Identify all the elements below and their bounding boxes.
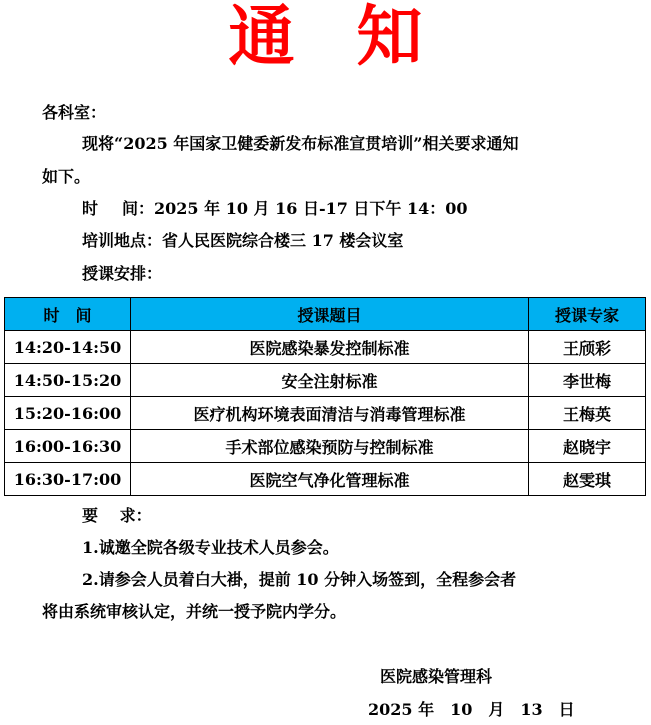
row-expert: 赵晓宇	[529, 430, 646, 463]
time-label: 时	[82, 199, 99, 218]
row-topic: 手术部位感染预防与控制标准	[131, 430, 529, 463]
row-expert: 王颀彩	[529, 331, 646, 364]
table-row	[5, 364, 646, 397]
schedule-label: 授课安排：	[82, 264, 163, 283]
place-line	[82, 230, 403, 252]
salutation: 各科室：	[42, 103, 107, 122]
row-topic: 医院感染暴发控制标准	[131, 331, 529, 364]
requirements-label: 要 求：	[82, 506, 152, 525]
intro-line-1: 现将“2025 年国家卫健委新发布标准宣贯培训”相关要求通知	[82, 134, 519, 153]
requirement-2-line-1: 2.请参会人员着白大褂，提前 10 分钟入场签到，全程参会者	[82, 570, 517, 589]
time-line	[82, 198, 468, 220]
header-expert: 授课专家	[529, 298, 646, 331]
row-topic: 安全注射标准	[131, 364, 529, 397]
time-label-2: 间：	[122, 199, 155, 218]
intro-line-2: 如下。	[42, 167, 91, 186]
time-value: 2025 年 10 月 16 日-17 日下午 14：00	[154, 199, 468, 218]
table-header-row	[5, 298, 646, 331]
header-topic: 授课题目	[131, 298, 529, 331]
row-time: 16:30-17:00	[5, 463, 131, 496]
table-row	[5, 463, 646, 496]
header-time: 时 间	[5, 298, 131, 331]
row-expert: 王梅英	[529, 397, 646, 430]
row-time: 16:00-16:30	[5, 430, 131, 463]
signature-date: 2025 年 10 月 13 日	[368, 700, 575, 719]
table-row	[5, 331, 646, 364]
row-time: 15:20-16:00	[5, 397, 131, 430]
signature-department: 医院感染管理科	[380, 667, 493, 686]
row-topic: 医疗机构环境表面清洁与消毒管理标准	[131, 397, 529, 430]
row-time: 14:20-14:50	[5, 331, 131, 364]
table-row	[5, 430, 646, 463]
requirement-2-line-2: 将由系统审核认定，并统一授予院内学分。	[42, 602, 347, 621]
requirement-1: 1.诚邀全院各级专业技术人员参会。	[82, 538, 339, 557]
schedule-table	[4, 297, 646, 496]
place-value: 省人民医院综合楼三 17 楼会议室	[162, 231, 404, 250]
notice-title: 通知	[228, 0, 485, 75]
place-label: 培训地点：	[82, 231, 163, 250]
row-time: 14:50-15:20	[5, 364, 131, 397]
row-expert: 赵雯琪	[529, 463, 646, 496]
row-expert: 李世梅	[529, 364, 646, 397]
table-row	[5, 397, 646, 430]
row-topic: 医院空气净化管理标准	[131, 463, 529, 496]
